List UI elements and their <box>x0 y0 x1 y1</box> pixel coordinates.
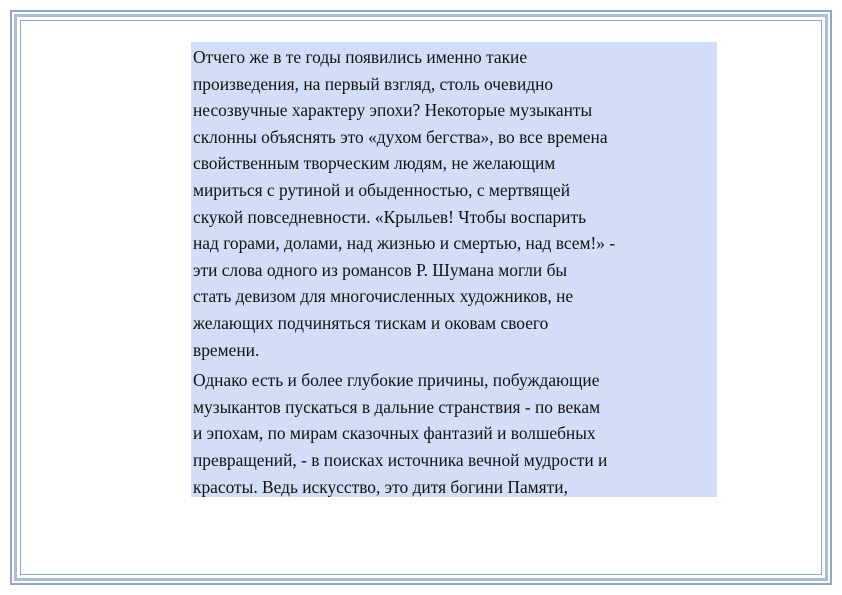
paragraph-2: Однако есть и более глубокие причины, побуждающие музыкантов пускаться в дальние странствия - по векам и эпохам, по мирам сказочных фантазий и волшебных превращений, - в поисках источника вечной мудрости и красоты. Ведь искусство, это дитя богини Памяти, <box>193 370 608 497</box>
paragraph-1: Отчего же в те годы появились именно такие произведения, на первый взгляд, столь очевидно несозвучные характеру эпохи? Некоторые музыканты склонны объяснять это «духом бегства», во все времена свойственным творческим людям, не желающим мириться с рутиной и обыденностью, с мертвящей скукой повседневности. «Крыльев! Чтобы воспарить над горами, долами, над жизнью и смертью, над всем!» - эти слова одного из романсов Р. Шумана могли бы стать девизом для многочисленных художников, не желающих подчиняться тискам и оковам своего времени. <box>193 47 616 360</box>
text-block <box>191 42 717 497</box>
